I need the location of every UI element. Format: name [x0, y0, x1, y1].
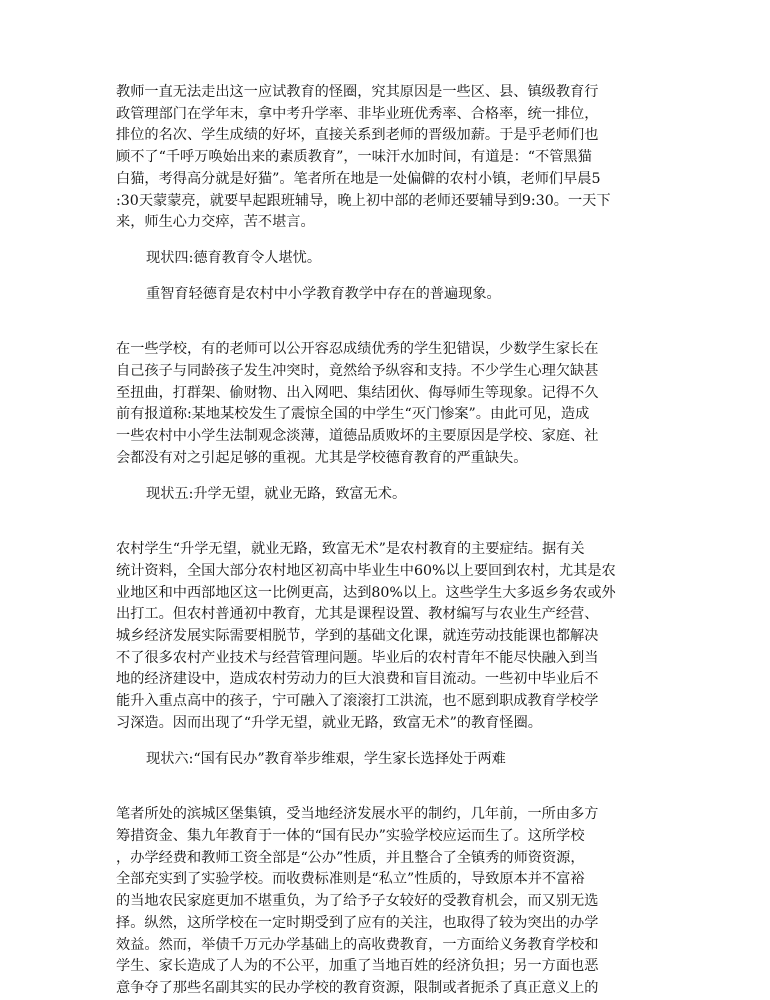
paragraph-state-owned-private: 笔者所处的滨城区堡集镇，受当地经济发展水平的制约，几年前，一所由多方 筹措资金、集九年教育于一体的“国有民办”实验学校应运而生了。这所学校 ，办学经费和教师工资全部是“公办”性质，并且整合了全镇秀的师资资源， 全部充实到了实验学校。而收费标准则是“私立”性质的，导致原本并不富裕 的当地农民家庭更加不堪重负，为了给予子女较好的受教育机会，而又别无选 择。纵然，这所学校在一定时期受到了应有的关注，也取得了较为突出的办学 效益。然而，举债千万元办学基础上的高收费教育，一方面给义务教育学校和 学生、家长造成了人为的不公平，加重了当地百姓的经济负担；另一方面也恶 意争夺了那些名副其实的民办学校的教育资源，限制或者扼杀了真正意义上的 — [116, 806, 599, 996]
document-page — [116, 82, 656, 1000]
paragraph-exam-pressure: 教师一直无法走出这一应试教育的怪圈，究其原因是一些区、县、镇级教育行 政管理部门在学年末，拿中考升学率、非毕业班优秀率、合格率，统一排位， 排位的名次、学生成绩的好坏，直接关系到老师的晋级加薪。于是乎老师们也 顾不了“千呼万唤始出来的素质教育”，一味汗水加时间，有道是：“不管黑猫 白猫，考得高分就是好猫”。笔者所在地是一处偏僻的农村小镇，老师们早晨5 :30天蒙蒙亮，就要早起跟班辅导，晚上初中部的老师还要辅导到9:30。一天下 来，师生心力交瘁，苦不堪言。 — [116, 84, 611, 231]
heading-status-five: 现状五:升学无望，就业无路，致富无术。 — [146, 485, 407, 502]
heading-status-four: 现状四:德育教育令人堪忧。 — [146, 249, 322, 266]
paragraph-rural-students: 农村学生“升学无望，就业无路，致富无术”是农村教育的主要症结。据有关 统计资料，全国大部分农村地区初高中毕业生中60%以上要回到农村，尤其是农 业地区和中西部地区这一比例更高，达到80%以上。这些学生大多返乡务农或外 出打工。但农村普通初中教育，尤其是课程设置、教材编写与农业生产经营、 城乡经济发展实际需要相脱节，学到的基础文化课，就连劳动技能课也都解决 不了很多农村产业技术与经营管理问题。毕业后的农村青年不能尽快融入到当 地的经济建设中，造成农村劳动力的巨大浪费和盲目流动。一些初中毕业后不 能升入重点高中的孩子，宁可融入了滚滚打工洪流，也不愿到职成教育学校学 习深造。因而出现了“升学无望，就业无路，致富无术”的教育怪圈。 — [116, 541, 616, 731]
heading-status-four-summary: 重智育轻德育是农村中小学教育教学中存在的普遍现象。 — [146, 285, 501, 302]
heading-status-six: 现状六:“国有民办”教育举步维艰，学生家长选择处于两难 — [146, 750, 506, 767]
paragraph-moral-education: 在一些学校，有的老师可以公开容忍成绩优秀的学生犯错误，少数学生家长在 自己孩子与同龄孩子发生冲突时，竟然给予纵容和支持。不少学生心理欠缺甚 至扭曲，打群架、偷财物、出入网吧、集结团伙、侮辱师生等现象。记得不久 前有报道称:某地某校发生了震惊全国的中学生“灭门惨案”。由此可见，造成 一些农村中小学生法制观念淡薄，道德品质败坏的主要原因是学校、家庭、社 会都没有对之引起足够的重视。尤其是学校德育教育的严重缺失。 — [116, 341, 599, 466]
